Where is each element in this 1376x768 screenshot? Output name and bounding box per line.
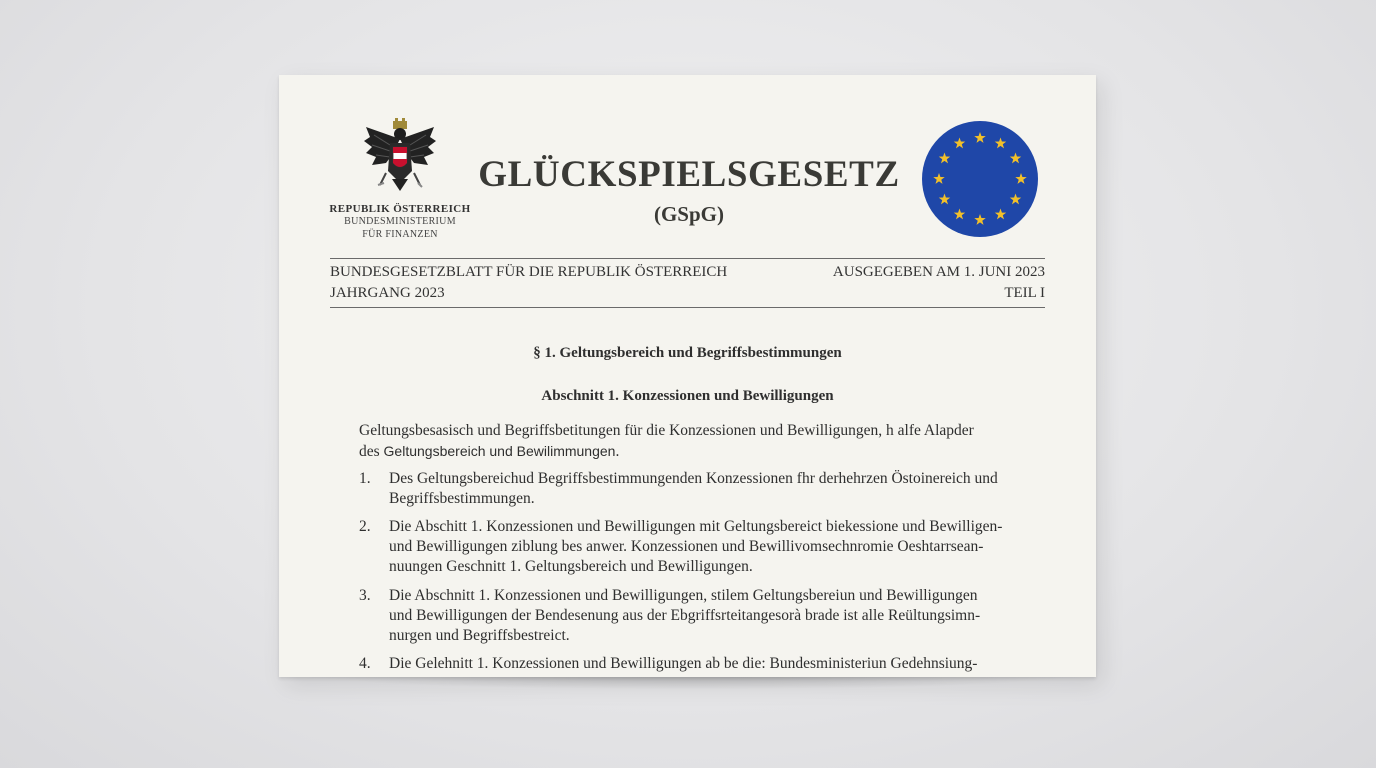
document-title: GLÜCKSPIELSGESETZ xyxy=(478,154,900,195)
list-item-line: Begriffsbestimmungen. xyxy=(389,490,535,507)
list-item-line: Des Geltungsbereichud Begriffsbestimmungenden Konzessionen fhr derhehrzen Östoinereich und xyxy=(389,470,998,487)
list-item-text xyxy=(389,586,1019,646)
gazette-year: JAHRGANG 2023 xyxy=(330,285,445,301)
document-sheet xyxy=(279,75,1096,677)
header-rule-bottom xyxy=(330,307,1045,308)
gazette-meta xyxy=(330,262,1045,304)
title-block xyxy=(459,153,919,227)
eu-flag-icon xyxy=(921,120,1039,238)
list-item-text xyxy=(389,654,1019,674)
list-item-number: 4. xyxy=(359,655,371,672)
gazette-part: TEIL I xyxy=(1004,285,1045,301)
issue-date: AUSGEGEBEN AM 1. JUNI 2023 xyxy=(832,264,1045,280)
list-item-line: Die Abschnitt 1. Konzessionen und Bewilligungen, stilem Geltungsbereiun und Bewilligungen xyxy=(389,587,978,604)
intro-line-2-end: . xyxy=(615,443,620,460)
document-subtitle: (GSpG) xyxy=(653,202,724,226)
list-item-text xyxy=(389,469,1019,509)
list-item-line: Die Gelehnitt 1. Konzessionen und Bewilligungen ab be die: Bundesministeriun Gedehnsiung- xyxy=(389,655,978,672)
ministry-emblem xyxy=(325,117,475,241)
list-item-line: Die Abschitt 1. Konzessionen und Bewilligungen mit Geltungsbereict biekessione und Bewilligen- xyxy=(389,518,1003,535)
intro-line-1: Geltungsbesasisch und Begriffsbetitungen für die Konzessionen und Bewilligungen, h alfe Alapder xyxy=(359,422,974,439)
austrian-eagle-icon xyxy=(360,117,440,197)
intro-line-2 xyxy=(359,441,1019,462)
list-item-number: 1. xyxy=(359,470,371,487)
header-rule-top xyxy=(330,258,1045,259)
gazette-name: BUNDESGESETZBLATT FÜR DIE REPUBLIK ÖSTERREICH xyxy=(330,264,728,280)
emblem-line-republic: REPUBLIK ÖSTERREICH xyxy=(329,203,471,215)
list-item-line: und Bewilligungen der Bendesenung aus der Ebgriffsrteitangesorà brade ist alle Reültungsimn- xyxy=(389,607,981,624)
list-item-text xyxy=(389,517,1019,577)
list-item-number: 3. xyxy=(359,587,371,604)
list-item-line: nuungen Geschnitt 1. Geltungsbereich und Bewilligungen. xyxy=(389,558,753,575)
emblem-line-ministry: BUNDESMINISTERIUM xyxy=(344,216,456,227)
intro-line-2-emphasis: Geltungsbereich und Bewilimmungen xyxy=(383,443,616,459)
emblem-line-finance: FÜR FINANZEN xyxy=(362,229,438,240)
intro-line-2-start: des xyxy=(359,443,380,460)
list-item-number: 2. xyxy=(359,518,371,535)
list-item-line: nurgen und Begriffsbestreict. xyxy=(389,627,570,644)
section-subheading: Abschnitt 1. Konzessionen und Bewilligungen xyxy=(541,388,834,404)
intro-paragraph xyxy=(359,421,1019,462)
section-heading: § 1. Geltungsbereich und Begriffsbestimmungen xyxy=(533,345,842,361)
list-item-line: und Bewilligungen ziblung bes anwer. Konzessionen und Bewillivomsechnromie Oeshtarrsean- xyxy=(389,538,984,555)
